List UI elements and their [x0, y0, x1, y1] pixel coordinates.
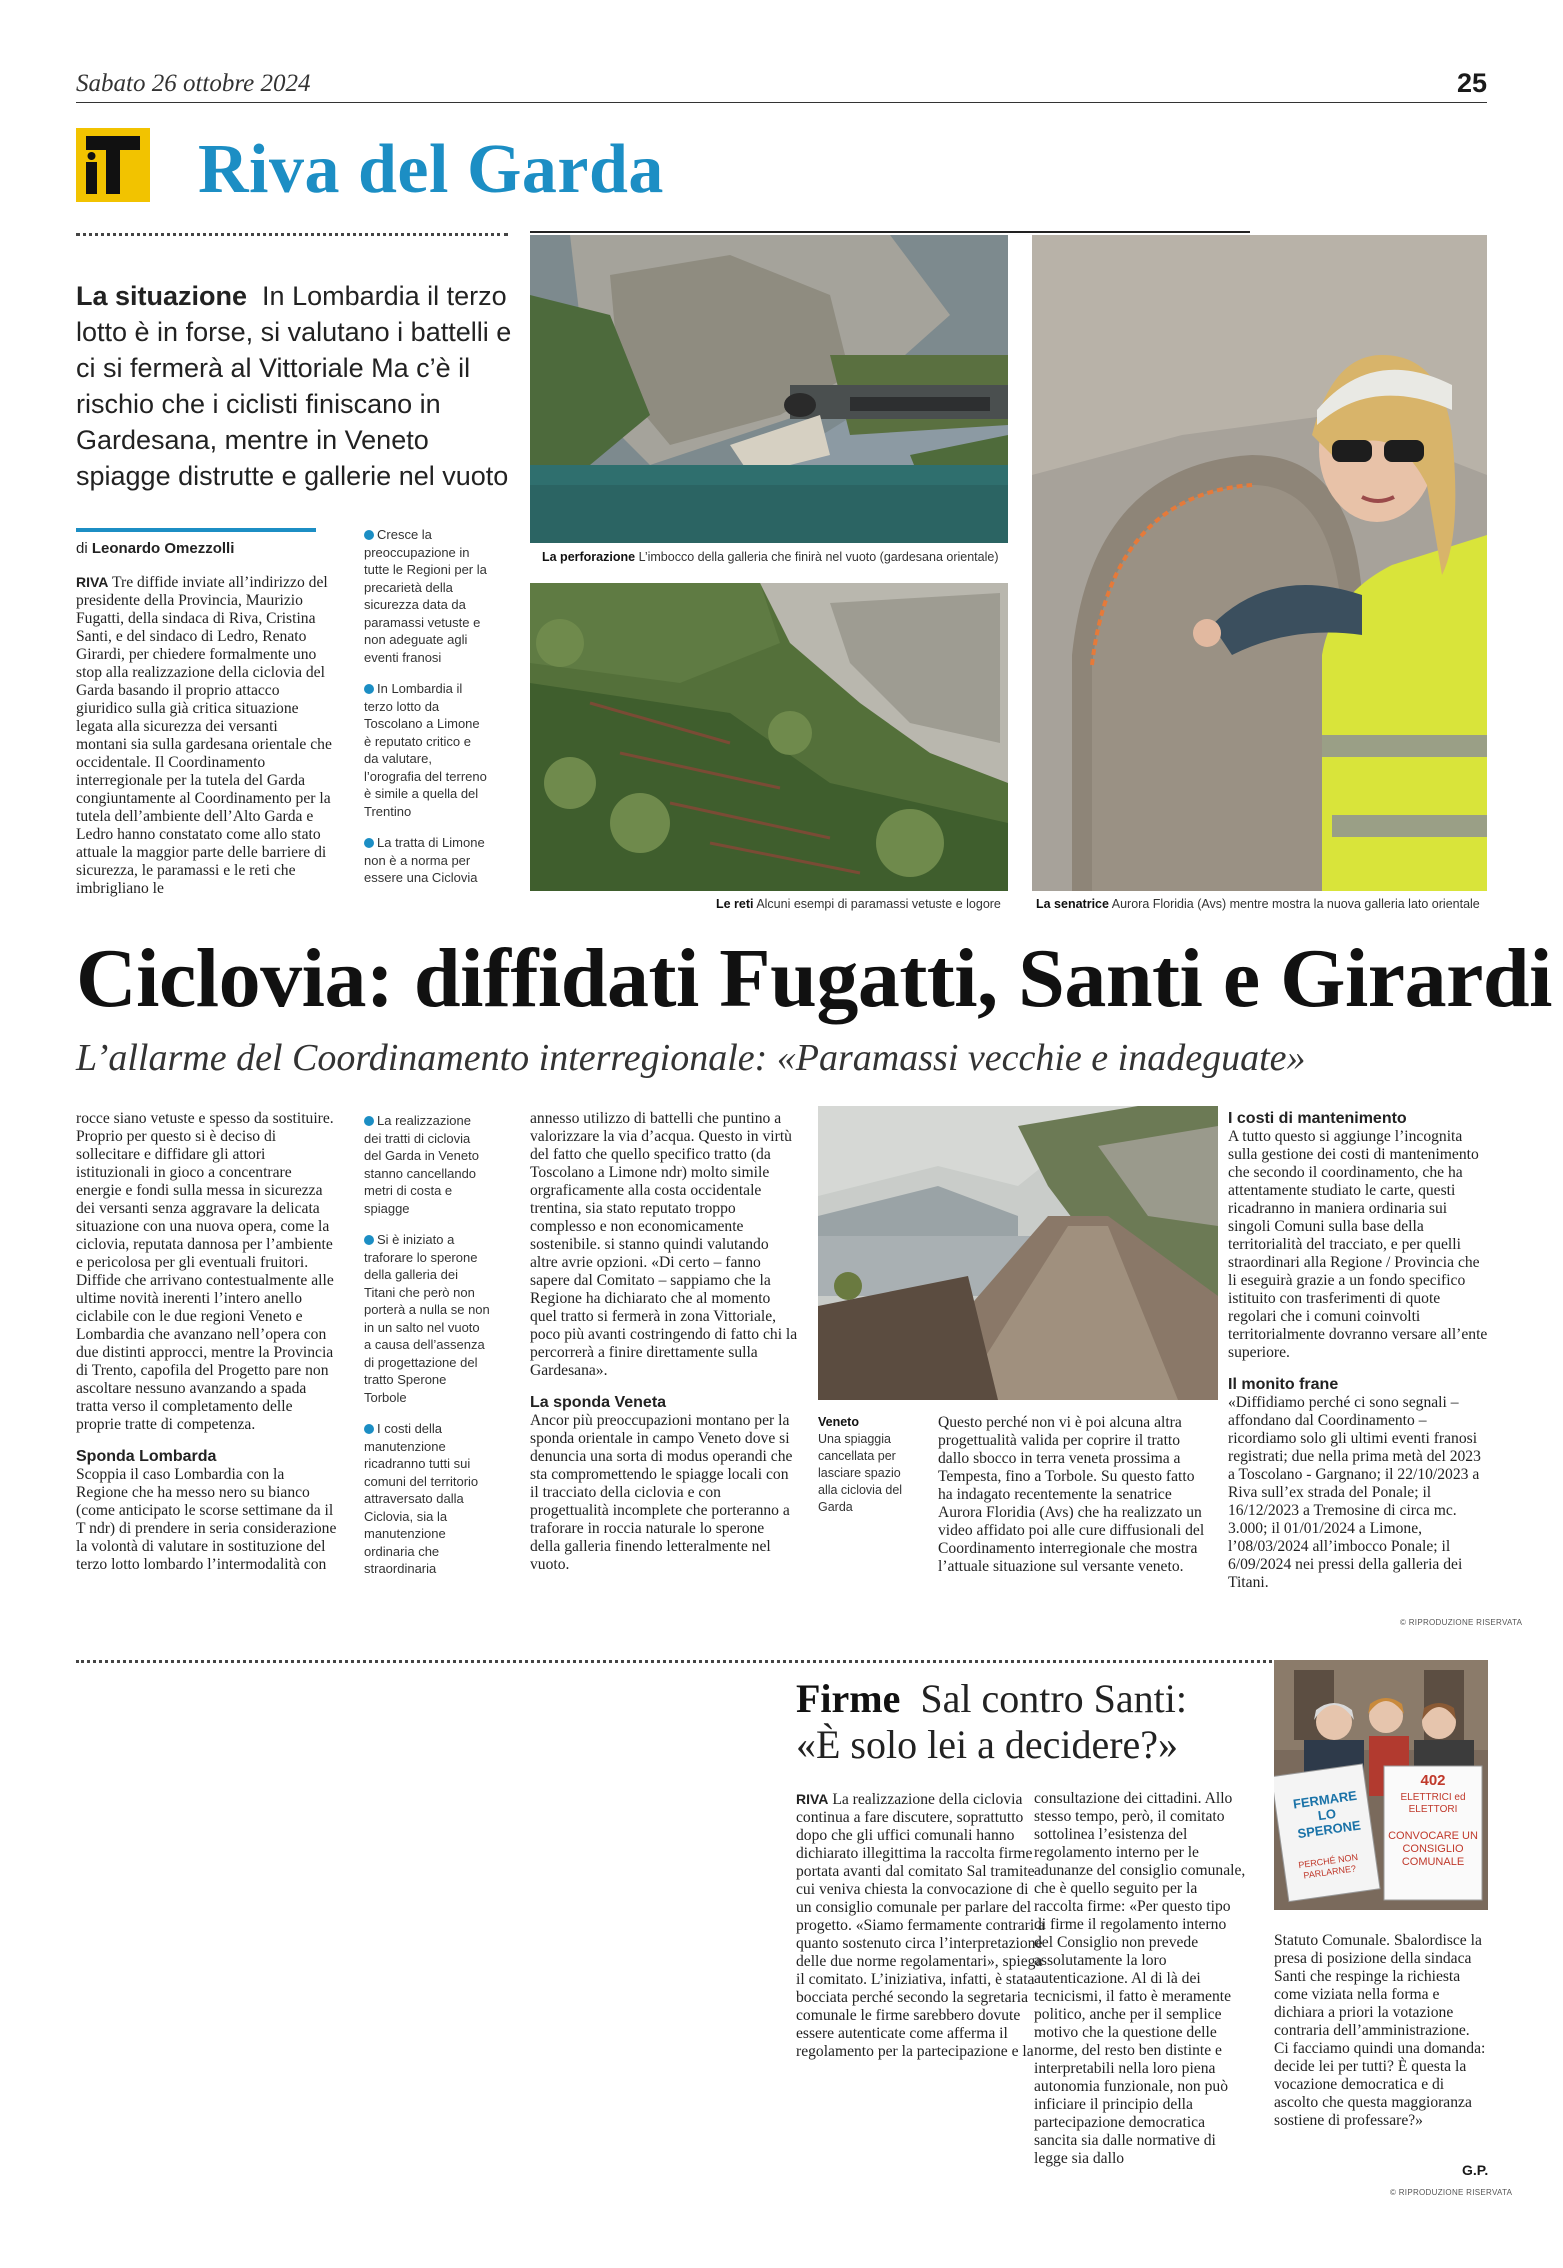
caption-perforazione: La perforazione L’imbocco della galleria che finirà nel vuoto (gardesana orientale) [542, 550, 999, 564]
bullet-icon [364, 1235, 374, 1245]
caption-veneto: Veneto Una spiaggia cancellata per lasciare spazio alla ciclovia del Garda [818, 1415, 903, 1514]
newspaper-logo [76, 128, 150, 202]
photo-rule [530, 231, 1250, 233]
bullet-icon [364, 1424, 374, 1434]
highlight-item: La tratta di Limone non è a norma per essere una Ciclovia [364, 835, 485, 885]
section-divider [76, 233, 508, 236]
highlight-item: La realizzazione dei tratti di ciclovia del Garda in Veneto stanno cancellando metri di costa e spiagge [364, 1113, 479, 1216]
byline: di Leonardo Omezzolli [76, 540, 235, 557]
firme-dateline: RIVA [796, 1791, 829, 1807]
protest-sign-left: FERMARE LO SPERONE [1292, 1787, 1362, 1842]
photo-reti [530, 583, 1008, 891]
highlight-item: I costi della manutenzione ricadranno tutti sui comuni del territorio attraversato dalla Ciclovia, sia la manutenzione ordinaria che straordinaria [364, 1421, 479, 1576]
lead-label: La situazione [76, 281, 248, 311]
subhead-costi: I costi di mantenimento [1228, 1110, 1407, 1127]
subhead-frane: Il monito frane [1228, 1376, 1339, 1393]
photo-veneto [818, 1106, 1218, 1400]
page-number: 25 [1456, 68, 1487, 98]
caption-reti: Le reti Alcuni esempi di paramassi vetuste e logore [716, 897, 1001, 911]
firme-column-3: Statuto Comunale. Sbalordisce la presa di posizione della sindaca Santi che respinge la richiesta come viziata nella forma e dichiara a priori la votazione contraria dell’amministrazione. Ci facciamo quindi una domanda: decide lei per tutti? È questa la vocazione democratica e di ascolto che questa maggioranza sostiene di professare?» [1274, 1932, 1486, 2129]
photo-senatrice [1032, 235, 1487, 891]
article-column-1-top: RIVA Tre diffide inviate all’indirizzo del presidente della Provincia, Maurizio Fugatti, della sindaca di Riva, Cristina Santi, e del sindaco di Ledro, Renato Girardi, per chiedere formalmente uno stop alla realizzazione della ciclovia del Garda basando il proprio attacco giuridico sulla già critica situazione legata alla sicurezza dei versanti montani sia sulla gardesana orientale che occidentale. Il Coordinamento interregionale per la tutela del Garda congiuntamente al Coordinamento per la tutela dell’ambiente dell’Alto Garda e Ledro hanno constatato come allo stato attuale la maggior parte delle barriere di sicurezza, le paramassi e le reti che imbrigliano le [76, 574, 332, 897]
section-title: Riva del Garda [198, 131, 664, 208]
copyright-article: © RIPRODUZIONE RISERVATA [1400, 1618, 1523, 1627]
highlight-item: Si è iniziato a traforare lo sperone della galleria dei Titani che però non porterà a nulla se non in un salto nel vuoto a causa dell’assenza di progettazione del tratto Sperone Torbole [364, 1232, 490, 1405]
article-column-3: annesso utilizzo di battelli che puntino a valorizzare la via d’acqua. Questo in virtù del fatto che quello specifico tratto (da Toscolano a Limone ndr) molto simile orgraficamente alla costa occidentale trentina, sia stato reputato troppo complesso e non economicamente sostenibile. si stanno quindi valutando altre avrie opzioni. «Di certo – fanno sapere dal Comitato – sappiamo che la Regione ha dichiarato che al momento quel tratto si fermerà in zona Vittoriale, poco più avanti costringendo di fatto chi la percorrerà a finire direttamente sulla Gardesana». La sponda Veneta Ancor più preoccupazioni montano per la sponda orientale in campo Veneto dove si denuncia una sorta di modus operandi che sta compromettendo le spiagge locali con il tracciato della ciclovia e con progettualità incomplete che porteranno a traforare in roccia naturale lo sperone della galleria finendo letteralmente nel vuoto. [530, 1110, 798, 1573]
firme-label: Firme [796, 1676, 901, 1721]
caption-senatrice: La senatrice Aurora Floridia (Avs) mentre mostra la nuova galleria lato orientale [1036, 897, 1480, 911]
page-date: Sabato 26 ottobre 2024 [76, 70, 311, 97]
headline: Ciclovia: diffidati Fugatti, Santi e Girardi [76, 932, 1552, 1025]
firme-title: Firme Sal contro Santi: «È solo lei a decidere?» [796, 1676, 1188, 1767]
protest-sign-right-a: ELETTRICI ed ELETTORI [1400, 1792, 1466, 1815]
lead-summary [76, 278, 516, 494]
dateline: RIVA [76, 574, 109, 590]
firme-column-2: consultazione dei cittadini. Allo stesso tempo, però, il comitato sottolinea l’esistenza del regolamento interno per le adunanze del consiglio comunale, che è quello seguito per la raccolta firme: «Per questo tipo di firme il regolamento interno del Consiglio non prevede assolutamente la loro autenticazione. Al di là dei tecnicismi, il fatto è meramente politico, anche per il semplice motivo che la questione delle norme, del resto ben distinte e interpretabili nella loro piena autonomia funzionale, non può inficiare il principio della partecipazione democratica sancita sia dalle normative di legge sia dallo [1034, 1790, 1246, 2167]
highlights-bottom [364, 1112, 490, 1592]
highlight-item: In Lombardia il terzo lotto da Toscolano a Limone è reputato critico e da valutare, l’orografia del terreno è simile a quella del Trentino [364, 681, 487, 819]
protest-sign-right-b: CONVOCARE UN CONSIGLIO COMUNALE [1388, 1830, 1478, 1868]
copyright-firme: © RIPRODUZIONE RISERVATA [1390, 2188, 1513, 2197]
subhead-sponda-veneta: La sponda Veneta [530, 1394, 667, 1411]
article-column-5: I costi di mantenimento A tutto questo si aggiunge l’incognita sulla gestione dei costi di mantenimento che secondo il coordinamento, che ha attentamente studiato le carte, questi ricadranno in maniera ordinaria sui singoli Comuni sulla base della territorialità del tracciato, e per quelli straordinari alla Regione / Provincia che li eseguirà grazie a un fondo specifico istituito con trasferimenti di quote regolari che i comuni coinvolti territorialmente dovranno versare all’ente superiore. Il monito frane «Diffidiamo perché ci sono segnali – affondano dal Coordinamento – ricordiamo solo gli ultimi eventi franosi registrati; due nella prima metà del 2023 a Toscolano - Gargnano; il 22/10/2023 a Riva sull’ex strada del Ponale; il 16/12/2023 a Tremosine di circa mc. 3.000; il 01/01/2024 a Limone, l’08/03/2024 all’imbocco Ponale; il 6/09/2024 nei pressi della galleria dei Titani. [1228, 1110, 1490, 1592]
protest-sign-number: 402 [1420, 1772, 1446, 1789]
bullet-icon [364, 530, 374, 540]
firme-signature: G.P. [1462, 2162, 1489, 2178]
bullet-icon [364, 684, 374, 694]
bullet-icon [364, 1116, 374, 1126]
article-column-1-bottom: rocce siano vetuste e spesso da sostituire. Proprio per questo si è deciso di sollecitare e diffidare gli attori istituzionali in gioco a concentrare energie e fondi sulla messa in sicurezza dei versanti senza aggravare la delicata situazione con una nuova opera, come la ciclovia, reputata dannosa per l’ambiente e pericolosa per gli eventuali fruitori. Diffide che arrivano contestualmente alle ultime novità inerenti l’intero anello ciclabile con le due regioni Veneto e Lombardia che avanzano nell’opera con due distinti approcci, mentre la Provincia di Trento, capofila del Progetto pare non ascoltare nessuno avanzando a spada tratta verso il completamento delle proprie tratte di competenza. Sponda Lombarda Scoppia il caso Lombardia con la Regione che ha messo nero su bianco (come anticipato le scorse settimane da il T ndr) di prendere in seria considerazione la volontà di valutare in sostituzione del terzo lotto lombardo l’intermodalità con [76, 1110, 337, 1573]
bullet-icon [364, 838, 374, 848]
top-rule [76, 102, 1487, 103]
author-name: Leonardo Omezzolli [91, 540, 235, 557]
highlight-item: Cresce la preoccupazione in tutte le Regioni per la precarietà della sicurezza data da paramassi vetuste e non adeguate agli eventi franosi [364, 527, 487, 665]
photo-perforazione [530, 235, 1008, 543]
firme-column-1: RIVA La realizzazione della ciclovia continua a fare discutere, soprattutto dopo che gli uffici comunali hanno dichiarato illegittima la raccolta firme portata avanti dal comitato Sal tramite cui veniva chiesta la convocazione di un consiglio comunale per parlare del progetto. «Siamo fermamente contrari a quanto sostenuto circa l’interpretazione delle due norme regolamentari», spiega il comitato. L’iniziativa, infatti, è stata bocciata perché secondo la segretaria comunale le firme sarebbero dovute essere autenticate come afferma il regolamento per la partecipazione e la [796, 1791, 1045, 2060]
byline-bar [76, 528, 316, 532]
photo-firme [1274, 1660, 1488, 1910]
subhead-sponda-lombarda: Sponda Lombarda [76, 1448, 217, 1465]
subheadline: L’allarme del Coordinamento interregionale: «Paramassi vecchie e inadeguate» [76, 1037, 1306, 1079]
highlights-top [364, 526, 488, 901]
article-column-4: Questo perché non vi è poi alcuna altra progettualità valida per coprire il tratto dallo sbocco in terra veneta prossima a Tempesta, fino a Torbole. Su questo fatto ha indagato recentemente la senatrice Aurora Floridia (Avs) che ha realizzato un video affidato poi alle cure diffusionali del Coordinamento interregionale che mostra l’attuale situazione sul versante veneto. [938, 1414, 1205, 1575]
protest-sign-left-small: PERCHÉ NON PARLARNE? [1297, 1851, 1359, 1881]
lead-text: In Lombardia il terzo lotto è in forse, si valutano i battelli e ci si fermerà al Vittoriale Ma c’è il rischio che i ciclisti finiscano in Gardesana, mentre in Veneto spiagge distrutte e gallerie nel vuoto [76, 281, 512, 491]
